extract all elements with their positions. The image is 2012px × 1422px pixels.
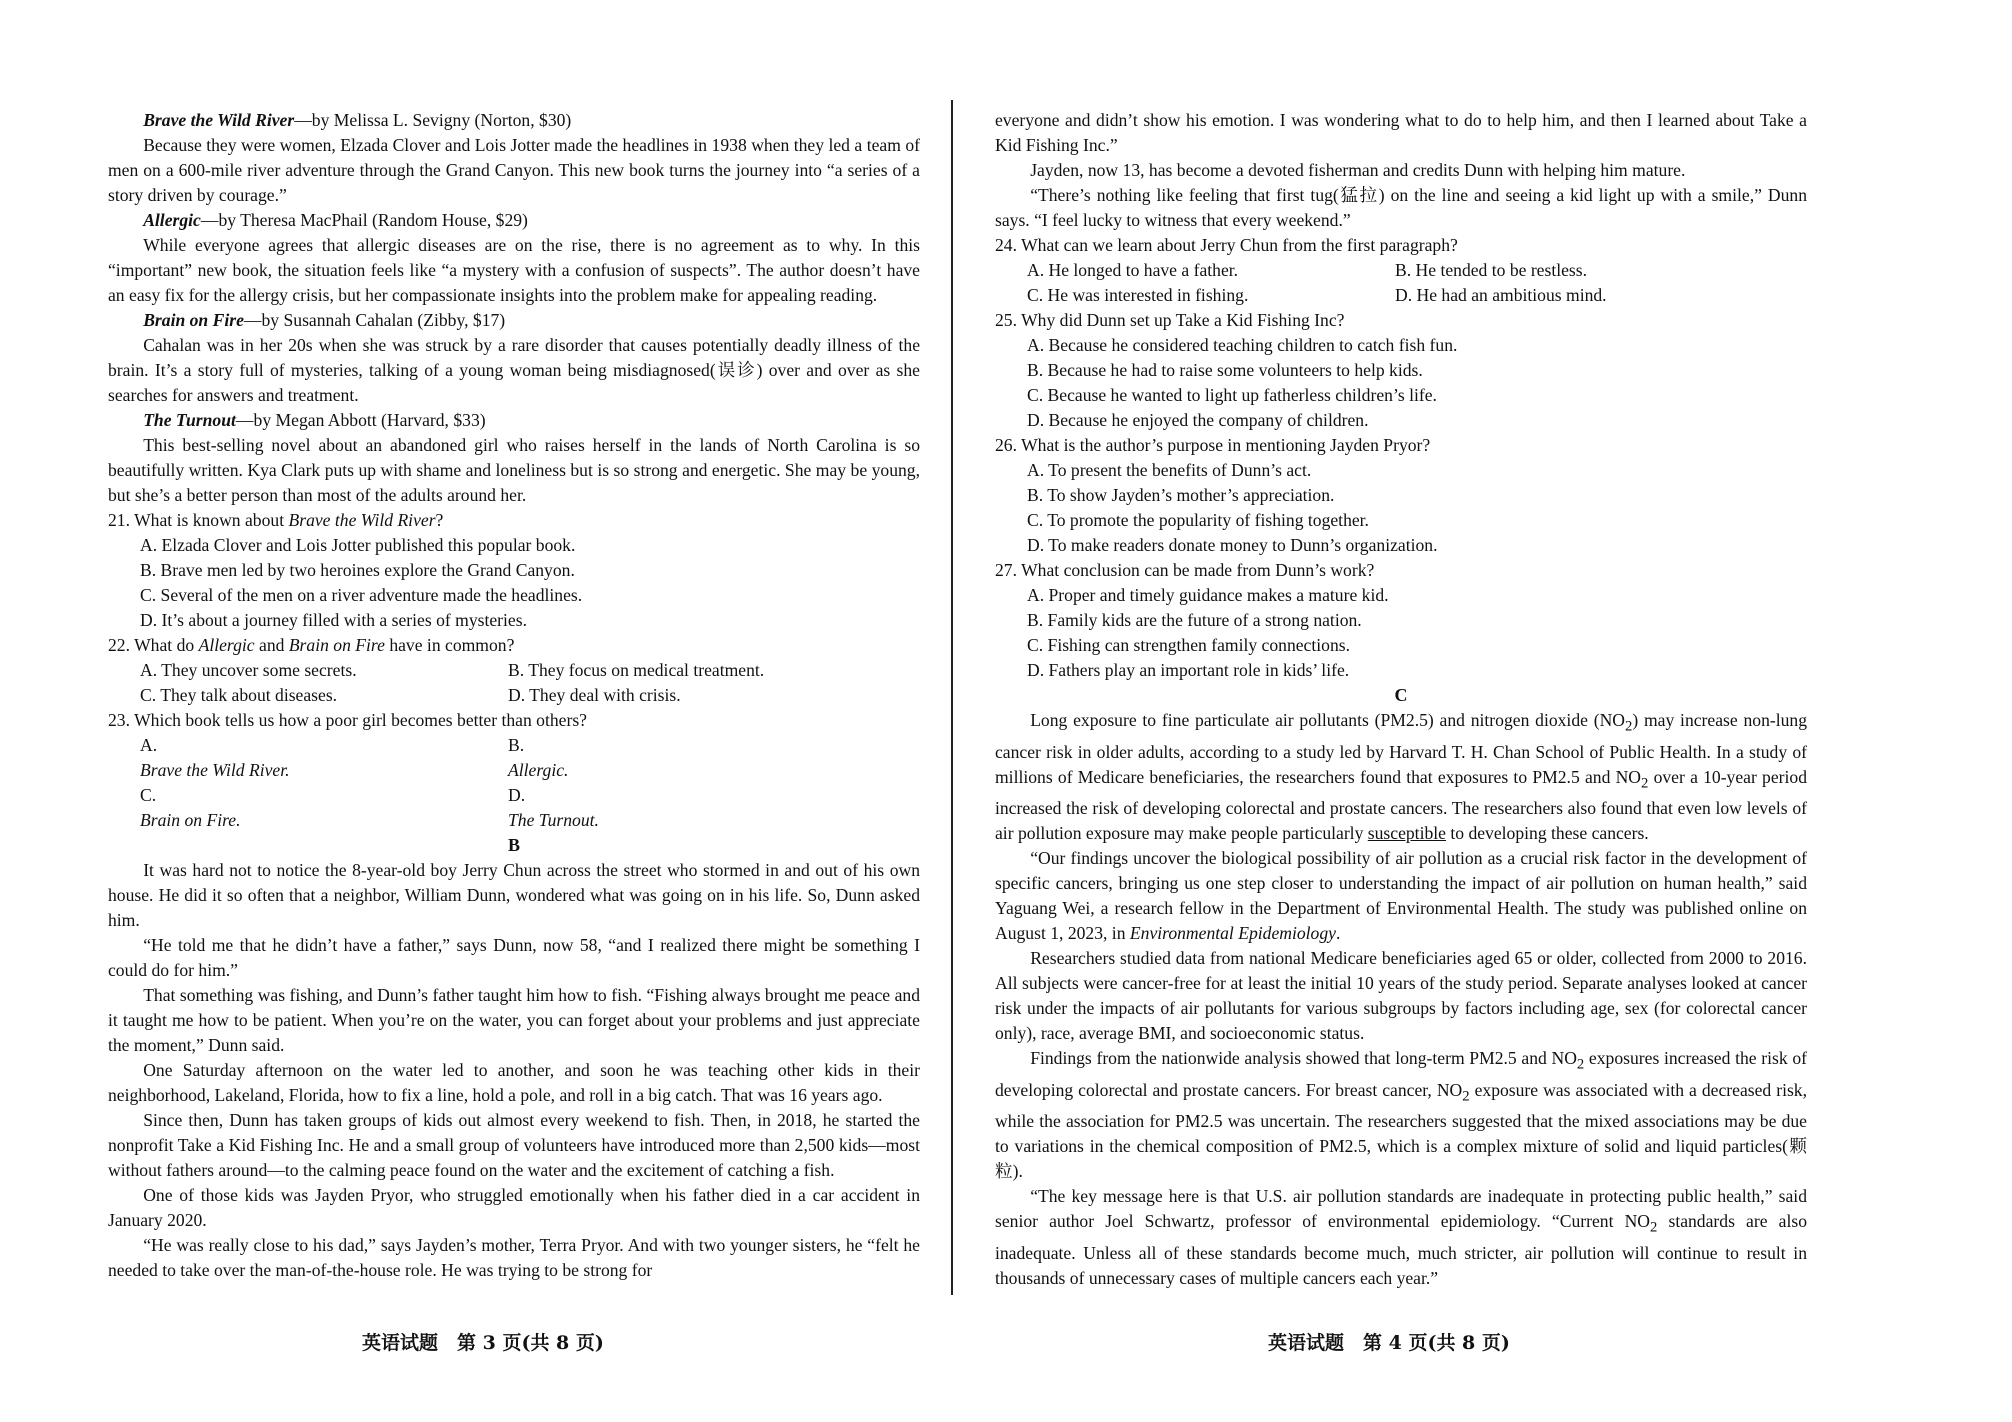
passage-paragraph: “The key message here is that U.S. air pollution standards are inadequate in protecting public health,” said senior author Joel Schwartz, professor of environmental epidemiology. “Current $NO_2$ standards are also inadequate. Unless all of these standards become much, much stricter, air pollution will continue to result in thousands of unnecessary cases of multiple cancers each year.” [995,1186,1807,1288]
option: D. They deal with crisis. [508,685,681,705]
option: C. He was interested in fishing. [1027,285,1249,305]
book-heading: The Turnout—by Megan Abbott (Harvard, $33) [143,410,486,430]
option: C. They talk about diseases. [140,685,338,705]
option: D. Because he enjoyed the company of children. [1027,410,1369,430]
book-heading: Brave the Wild River—by Melissa L. Sevigny (Norton, $30) [143,110,572,130]
option: B. They focus on medical treatment. [508,660,765,680]
right-column [995,108,1807,1291]
option: B. He tended to be restless. [1395,260,1588,280]
passage-paragraph: Since then, Dunn has taken groups of kids out almost every weekend to fish. Then, in 2018, he started the nonprofit Take a Kid Fishing Inc. He and a small group of volunteers have introduced more than 2,500 kids—most without fathers around—to the calming peace found on the water and the excitement of catching a fish. [108,1110,920,1180]
passage-paragraph: One of those kids was Jayden Pryor, who struggled emotionally when his father died in a car accident in January 2020. [108,1185,920,1230]
section-heading-b: B [507,835,520,855]
question-26: 26. What is the author’s purpose in mentioning Jayden Pryor? [995,435,1431,455]
page-footer: 英语试题 第 3 页(共 8 页) [362,1332,604,1354]
passage-paragraph: everyone and didn’t show his emotion. I was wondering what to do to help him, and then I learned about Take a Kid Fishing Inc.” [995,110,1807,155]
passage-paragraph: “There’s nothing like feeling that first tug(猛拉) on the line and seeing a kid light up with a smile,” Dunn says. “I feel lucky to witness that every weekend.” [995,185,1807,230]
book-heading: Brain on Fire—by Susannah Cahalan (Zibby, $17) [143,310,506,330]
option: A. Because he considered teaching children to catch fish fun. [1027,335,1458,355]
passage-paragraph: Long exposure to fine particulate air pollutants (PM2.5) and nitrogen dioxide $(NO_2)$ may increase non-lung cancer risk in older adults, according to a study led by Harvard T. H. Chan School of Public Health. In a study of millions of Medicare beneficiaries, the researchers found that exposures to PM2.5 and $NO_2$ over a 10-year period increased the risk of developing colorectal and prostate cancers. The researchers also found that even low levels of air pollution exposure may make people particularly susceptible to developing these cancers. [995,710,1808,844]
option: C. To promote the popularity of fishing together. [1027,510,1369,530]
column-divider [951,100,953,1295]
option-row [140,733,920,783]
question-21: 21. What is known about Brave the Wild River? [108,510,444,530]
option: C. Brain on Fire. [140,785,241,830]
option-row [140,658,920,683]
option: B. Allergic. [508,735,569,780]
option: C. Because he wanted to light up fatherless children’s life. [1027,385,1437,405]
section-heading-c: C [1394,685,1408,705]
question-23: 23. Which book tells us how a poor girl becomes better than others? [108,710,587,730]
passage-paragraph: One Saturday afternoon on the water led to another, and soon he was teaching other kids in their neighborhood, Lakeland, Florida, how to fix a line, hold a pole, and roll in a big catch. That was 16 years ago. [108,1060,920,1105]
book-heading: Allergic—by Theresa MacPhail (Random House, $29) [143,210,528,230]
left-column [108,108,920,1283]
option-row [140,783,920,833]
book-description: While everyone agrees that allergic diseases are on the rise, there is no agreement as to why. In this “important” new book, the situation feels like “a mystery with a confusion of suspects”. The author doesn’t have an easy fix for the allergy crisis, but her compassionate insights into the problem make for appealing reading. [108,235,920,305]
book-description: Because they were women, Elzada Clover and Lois Jotter made the headlines in 1938 when they led a team of men on a 600-mile river adventure through the Grand Canyon. This new book turns the journey into “a series of a story driven by courage.” [108,135,920,205]
option: A. Brave the Wild River. [140,735,290,780]
option: B. To show Jayden’s mother’s appreciation. [1027,485,1335,505]
option-row [1027,283,1807,308]
passage-paragraph: Researchers studied data from national Medicare beneficiaries aged 65 or older, collected from 2000 to 2016. All subjects were cancer-free for at least the initial 10 years of the study period. Separate analyses looked at cancer risk under the impacts of air pollutants for various subgroups by factors including age, sex (for colorectal cancer only), race, average BMI, and socioeconomic status. [995,948,1807,1044]
passage-paragraph: Findings from the nationwide analysis showed that long-term PM2.5 and $NO_2$ exposures increased the risk of developing colorectal and prostate cancers. For breast cancer, $NO_2$ exposure was associated with a decreased risk, while the association for PM2.5 was uncertain. The researchers suggested that the mixed associations may be due to variations in the chemical composition of PM2.5, which is a complex mixture of solid and liquid particles(颗粒). [995,1048,1807,1182]
option: B. Family kids are the future of a strong nation. [1027,610,1362,630]
question-22: 22. What do Allergic and Brain on Fire have in common? [108,635,515,655]
option: A. Proper and timely guidance makes a mature kid. [1027,585,1389,605]
passage-paragraph: “He told me that he didn’t have a father,” says Dunn, now 58, “and I realized there might be something I could do for him.” [108,935,920,980]
option-row [1027,258,1807,283]
passage-paragraph: “Our findings uncover the biological possibility of air pollution as a crucial risk factor in the development of specific cancers, bringing us one step closer to understanding the impact of air pollution on human health,” said Yaguang Wei, a research fellow in the Department of Environmental Health. The study was published online on August 1, 2023, in Environmental Epidemiology. [995,848,1807,944]
option: B. Because he had to raise some volunteers to help kids. [1027,360,1423,380]
question-25: 25. Why did Dunn set up Take a Kid Fishing Inc? [995,310,1345,330]
option-row [140,683,920,708]
option: D. To make readers donate money to Dunn’s organization. [1027,535,1438,555]
option: C. Fishing can strengthen family connections. [1027,635,1350,655]
option: D. The Turnout. [508,785,599,830]
option: A. Elzada Clover and Lois Jotter published this popular book. [140,535,576,555]
option: D. It’s about a journey filled with a series of mysteries. [140,610,527,630]
passage-paragraph: “He was really close to his dad,” says Jayden’s mother, Terra Pryor. And with two younger sisters, he “felt he needed to take over the man-of-the-house role. He was trying to be strong for [108,1235,920,1280]
page-footer: 英语试题 第 4 页(共 8 页) [1268,1332,1510,1354]
book-description: This best-selling novel about an abandoned girl who raises herself in the lands of North Carolina is so beautifully written. Kya Clark puts up with shame and loneliness but is so strong and energetic. She may be young, but she’s a better person than most of the adults around her. [108,435,920,505]
option: A. To present the benefits of Dunn’s act. [1027,460,1312,480]
passage-paragraph: It was hard not to notice the 8-year-old boy Jerry Chun across the street who stormed in and out of his own house. He did it so often that a neighbor, William Dunn, wondered what was going on in his life. So, Dunn asked him. [108,860,920,930]
option: C. Several of the men on a river adventure made the headlines. [140,585,583,605]
option: B. Brave men led by two heroines explore the Grand Canyon. [140,560,575,580]
passage-paragraph: Jayden, now 13, has become a devoted fisherman and credits Dunn with helping him mature. [1030,160,1686,180]
question-24: 24. What can we learn about Jerry Chun from the first paragraph? [995,235,1458,255]
option: A. He longed to have a father. [1027,260,1239,280]
passage-paragraph: That something was fishing, and Dunn’s father taught him how to fish. “Fishing always brought me peace and it taught me how to be patient. When you’re on the water, you can forget about your problems and just appreciate the moment,” Dunn said. [108,985,920,1055]
option: A. They uncover some secrets. [140,660,357,680]
question-27: 27. What conclusion can be made from Dunn’s work? [995,560,1375,580]
option: D. Fathers play an important role in kids’ life. [1027,660,1350,680]
option: D. He had an ambitious mind. [1395,285,1607,305]
book-description: Cahalan was in her 20s when she was struck by a rare disorder that causes potentially deadly illness of the brain. It’s a story full of mysteries, talking of a young woman being misdiagnosed(误诊) over and over as she searches for answers and treatment. [108,335,920,405]
